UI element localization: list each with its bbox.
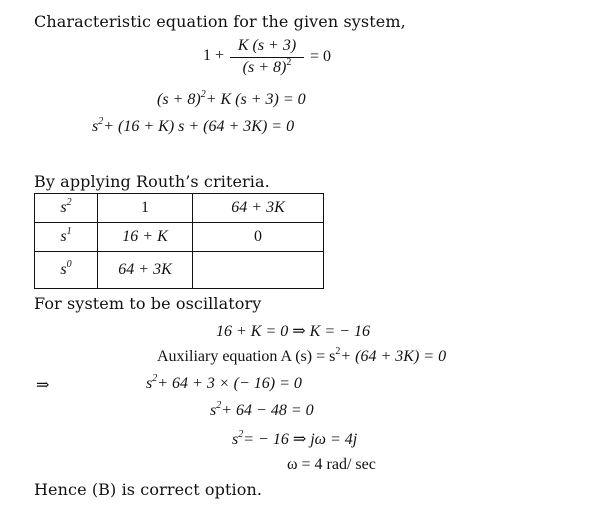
table-row	[35, 252, 324, 289]
table-row	[35, 223, 324, 252]
routh-intro: By applying Routh’s criteria.	[34, 172, 270, 191]
routh-cell: 64 + 3K	[98, 252, 193, 289]
intro-text: Characteristic equation for the given system,	[34, 12, 406, 31]
eq2: $(s + 8)^2+ K$ (s + 3) = 0	[157, 89, 306, 108]
eq6: $s^2+ 64 + 3$ × (− 16) = 0	[146, 373, 302, 392]
routh-cell: 1	[98, 194, 193, 223]
oscillatory-intro: For system to be oscillatory	[34, 294, 262, 313]
eq9: ω = 4 rad/ sec	[287, 456, 376, 473]
table-row	[35, 194, 324, 223]
routh-table	[34, 193, 324, 289]
eq3: $s^2+ (16 + K) s + (64 + 3K) = 0$	[92, 116, 295, 135]
routh-power-cell: $s^1$	[35, 223, 98, 252]
eq1-rhs: = 0	[310, 48, 332, 65]
implies-arrow: ⇒	[36, 377, 50, 394]
eq1-fraction	[230, 37, 304, 77]
eq7: $s^2+ 64 - 48 = 0$	[210, 400, 314, 419]
eq4: 16 + K = 0 ⇒ K = − 16	[216, 323, 370, 340]
conclusion-text: Hence (B) is correct option.	[34, 480, 263, 499]
eq1-lhs: 1 +	[203, 47, 225, 64]
fraction-bar	[230, 57, 304, 58]
routh-cell: 0	[193, 223, 324, 252]
routh-power-cell: $s^0$	[35, 252, 98, 289]
eq5: Auxiliary equation A $(s) = s^2+ (64 + 3K) = 0$	[157, 346, 447, 365]
eq8: $s^2= - 16$ ⇒ jω = 4j	[232, 429, 358, 448]
eq1-denominator: $(s + 8)^2$	[242, 57, 292, 76]
eq1-numerator: K (s + 3)	[237, 37, 297, 54]
routh-power-cell: $s^2$	[35, 194, 98, 223]
routh-cell: 16 + K	[98, 223, 193, 252]
routh-cell: 64 + 3K	[193, 194, 324, 223]
routh-cell	[193, 252, 324, 289]
